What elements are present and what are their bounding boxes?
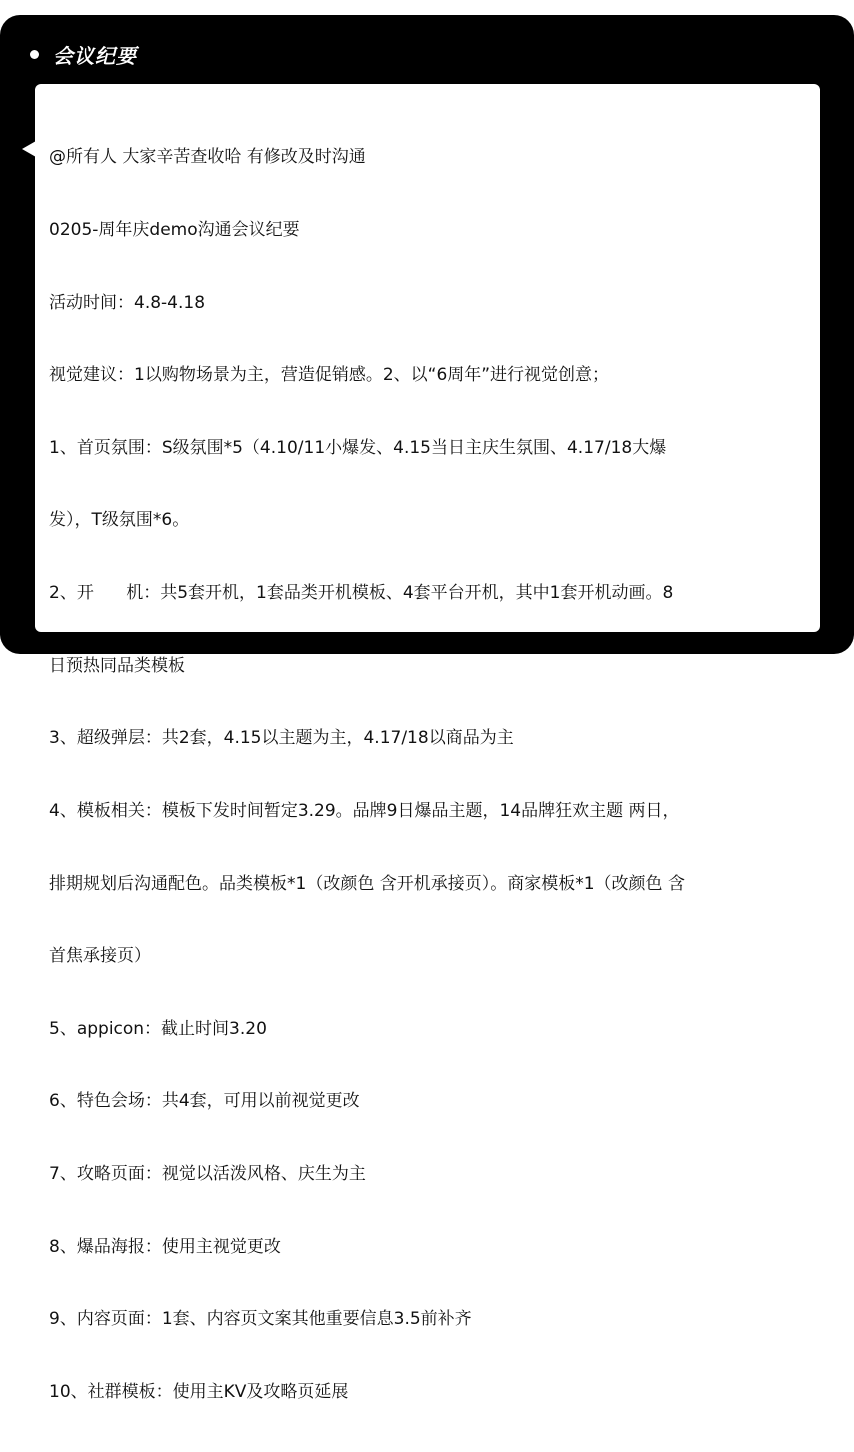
speech-bubble-tail [22, 141, 36, 157]
message-line: 2、开 机：共5套开机，1套品类开机模板、4套平台开机，其中1套开机动画。8 [49, 583, 674, 604]
message-line: 4、模板相关：模板下发时间暂定3.29。品牌9日爆品主题，14品牌狂欢主题 两日， [49, 800, 680, 821]
message-line: 日预热同品类模板 [49, 655, 185, 676]
message-line: 发），T级氛围*6。 [49, 510, 190, 531]
message-line: 10、社群模板：使用主KV及攻略页延展 [49, 1381, 349, 1402]
message-line: 9、内容页面：1套、内容页文案其他重要信息3.5前补齐 [49, 1309, 472, 1330]
message-line: 活动时间：4.8-4.18 [49, 292, 206, 313]
message-line: 0205-周年庆demo沟通会议纪要 [49, 220, 300, 241]
message-line: 排期规划后沟通配色。品类模板*1（改颜色 含开机承接页）。商家模板*1（改颜色 含 [49, 873, 685, 894]
message-line: @所有人 大家辛苦查收哈 有修改及时沟通 [49, 147, 366, 168]
message-bubble [35, 84, 820, 1402]
message-line: 首焦承接页） [49, 946, 151, 967]
message-line: 8、爆品海报：使用主视觉更改 [49, 1236, 281, 1257]
message-line: 视觉建议：1以购物场景为主，营造促销感。2、以“6周年”进行视觉创意； [49, 365, 610, 386]
message-line: 6、特色会场：共4套，可用以前视觉更改 [49, 1091, 360, 1112]
message-line: 5、appicon：截止时间3.20 [49, 1018, 267, 1039]
card-header [30, 37, 137, 71]
card-title: 会议纪要 [53, 43, 137, 68]
meeting-notes-card [0, 15, 854, 1402]
message-line: 7、攻略页面：视觉以活泼风格、庆生为主 [49, 1163, 366, 1184]
bullet-dot-icon [30, 50, 39, 59]
message-line: 3、超级弹层：共2套，4.15以主题为主，4.17/18以商品为主 [49, 728, 514, 749]
message-text [49, 97, 809, 1452]
message-line: 1、首页氛围：S级氛围*5（4.10/11小爆发、4.15当日主庆生氛围、4.17/18大爆 [49, 437, 667, 458]
